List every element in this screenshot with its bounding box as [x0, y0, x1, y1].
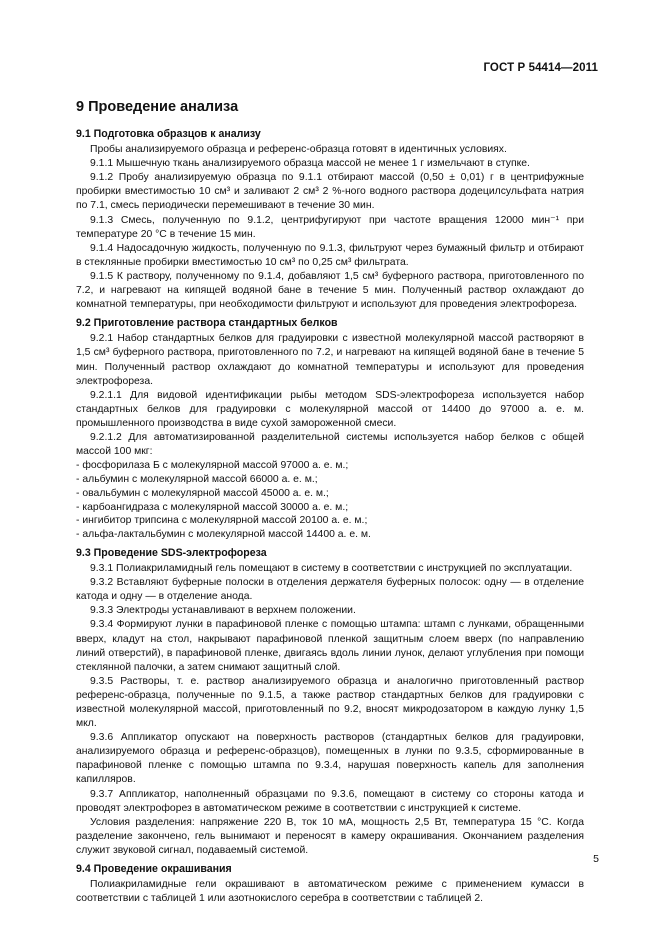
paragraph: 9.3.4 Формируют лунки в парафиновой пленке с помощью штампа: штамп с лунками, обращенными вверх, кладут на стол, накрывают парафиновой пленкой защитным слоем вверх (по направлению линий отверстий), в парафиновой пленке, двигаясь вдоль линии лунок, делают углубления при помощи стеклянной палочки, а затем снимают защитный слой. [76, 619, 584, 673]
list-item: - ингибитор трипсина с молекулярной массой 20100 а. е. м.; [76, 514, 584, 528]
subsection-heading-9-3: 9.3 Проведение SDS-электрофореза [76, 546, 267, 559]
subsection-heading-9-1: 9.1 Подготовка образцов к анализу [76, 128, 261, 140]
paragraph: 9.3.7 Аппликатор, наполненный образцами по 9.3.6, помещают в систему со стороны катода и проводят электрофорез в автоматическом режиме в соответствии с инструкцией к системе. [76, 788, 584, 814]
protein-list [76, 459, 584, 542]
document-code: ГОСТ Р 54414—2011 [483, 62, 598, 74]
list-item: - овальбумин с молекулярной массой 45000 а. е. м.; [76, 487, 584, 501]
paragraph: Полиакриламидные гели окрашивают в автоматическом режиме с применением кумасси в соответствии с таблицей 1 или азотнокислого серебра в соответствии с таблицей 2. [76, 879, 584, 905]
list-item: - фосфорилаза Б с молекулярной массой 97000 а. е. м.; [76, 459, 584, 473]
paragraph: 9.1.5 К раствору, полученному по 9.1.4, добавляют 1,5 см³ буферного раствора, приготовленного по 7.2, и нагревают на кипящей водяной бане в течение 5 мин. Полученный раствор охлаждают до комнатной температуры, при необходимости фильтруют и используют для проведения электрофореза. [76, 270, 584, 311]
paragraph: 9.3.6 Аппликатор опускают на поверхность растворов (стандартных белков для градуировки, анализируемого образца и референс-образцов), помещенных в лунки по 9.3.5, сформированные в парафиновой пленке с помощью штампа по 9.3.4, нарушая поверхность капель для заполнения капилляров. [76, 732, 584, 786]
paragraph: 9.1.1 Мышечную ткань анализируемого образца массой не менее 1 г измельчают в ступке. [90, 158, 530, 170]
paragraph: 9.1.4 Надосадочную жидкость, полученную по 9.1.3, фильтруют через бумажный фильтр и отбирают в стеклянные пробирки вместимостью 10 см³ по 0,25 см³ фильтрата. [76, 242, 584, 268]
list-item: - альбумин с молекулярной массой 66000 а. е. м.; [76, 473, 584, 487]
paragraph: Пробы анализируемого образца и референс-образца готовят в идентичных условиях. [90, 144, 507, 156]
paragraph: 9.2.1.2 Для автоматизированной разделительной системы используется набор белков с общей массой 100 мкг: [76, 431, 584, 458]
list-item: - карбоангидраза с молекулярной массой 30000 а. е. м.; [76, 501, 584, 515]
section-title: 9 Проведение анализа [76, 99, 239, 115]
paragraph: 9.3.2 Вставляют буферные полоски в отделения держателя буферных полосок: одну — в отделение катода и одну — в отделение анода. [76, 577, 584, 603]
page-content [76, 98, 584, 906]
paragraph: 9.3.5 Растворы, т. е. раствор анализируемого образца и аналогично приготовленный раствор референс-образца, полученные по 9.1.5, а также раствор стандартных белков для градуировки с известной молекулярной массой, приготовленный по 9.2, вносят микродозатором в каждую лунку 1,5 мкл. [76, 675, 584, 730]
list-item: - альфа-лактальбумин с молекулярной массой 14400 а. е. м. [76, 528, 584, 542]
paragraph: 9.3.3 Электроды устанавливают в верхнем положении. [90, 605, 356, 617]
paragraph: 9.1.3 Смесь, полученную по 9.1.2, центрифугируют при частоте вращения 12000 мин⁻¹ при температуре 20 °С в течение 15 мин. [76, 214, 584, 240]
page-number: 5 [593, 853, 599, 865]
subsection-heading-9-4: 9.4 Проведение окрашивания [76, 863, 232, 875]
paragraph: 9.2.1 Набор стандартных белков для градуировки с известной молекулярной массой растворяют в 1,5 см³ буферного раствора, приготовленного по 7.2, и нагревают на кипящей водяной бане в течение 5 мин. Полученный раствор охлаждают до комнатной температуры и используют для проведения электрофореза. [76, 333, 584, 387]
paragraph: 9.3.1 Полиакриламидный гель помещают в систему в соответствии с инструкцией по эксплуатации. [90, 563, 573, 575]
paragraph: Условия разделения: напряжение 220 В, ток 10 мА, мощность 2,5 Вт, температура 15 °С. Когда разделение закончено, гель вынимают и переносят в камеру окрашивания. Окончанием разделения служит звуковой сигнал, подаваемый системой. [76, 816, 584, 856]
subsection-heading-9-2: 9.2 Приготовление раствора стандартных белков [76, 317, 338, 330]
paragraph: 9.1.2 Пробу анализируемую образца по 9.1.1 отбирают массой (0,50 ± 0,01) г в центрифужные пробирки вместимостью 10 см³ и заливают 2 см³ 2 %-ного водного раствора додецилсульфата натрия по 7.1, смесь периодически перемешивают в течение 30 мин. [76, 172, 584, 212]
paragraph: 9.2.1.1 Для видовой идентификации рыбы методом SDS-электрофореза используется набор стандартных белков для градуировки с молекулярной массой от 14400 до 97000 а. е. м. промышленного производства в виде сухой замороженной смеси. [76, 389, 584, 429]
